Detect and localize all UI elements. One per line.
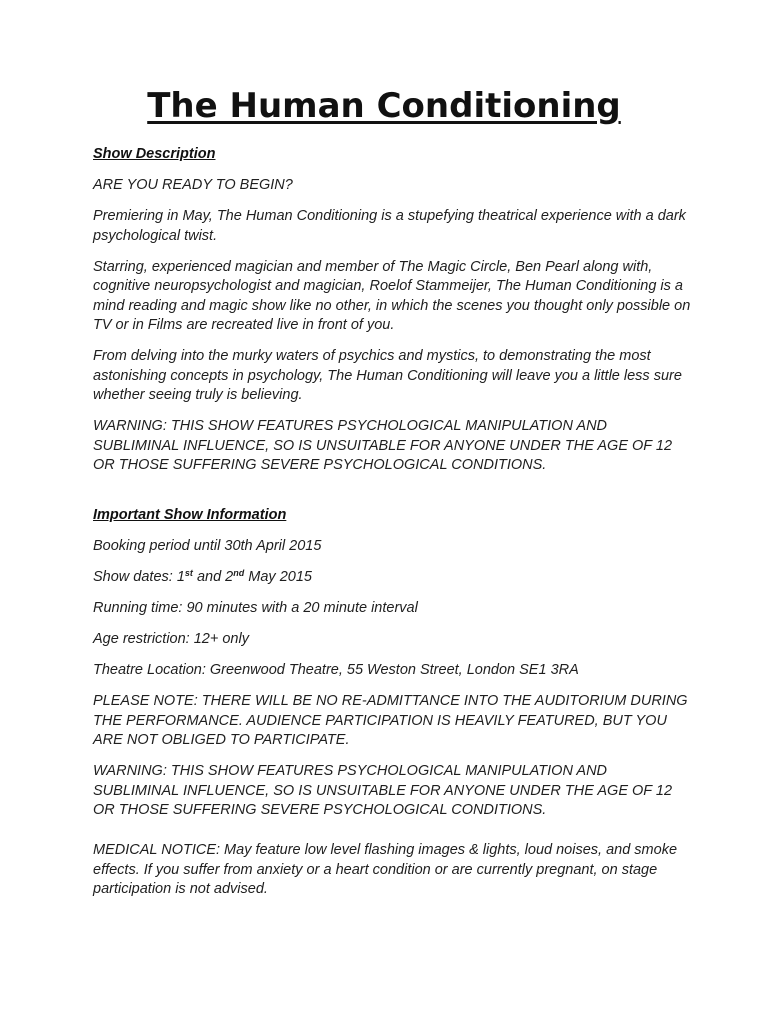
starring-paragraph: Starring, experienced magician and member of The Magic Circle, Ben Pearl along with, cognitive neuropsychologist and magician, Roelof Stammeijer, The Human Conditioning is a mind reading and magic show like no other, in which the scenes you thought only possible on TV or in Films are recreated live in front of you. [93, 258, 691, 333]
notice-spacer [93, 832, 693, 841]
theatre-location: Theatre Location: Greenwood Theatre, 55 Weston Street, London SE1 3RA [93, 662, 579, 678]
ordinal-suffix-second: nd [233, 568, 245, 578]
show-dates-prefix: Show dates: 1 [93, 569, 185, 585]
description-warning: WARNING: THIS SHOW FEATURES PSYCHOLOGICAL MANIPULATION AND SUBLIMINAL INFLUENCE, SO IS UNSUITABLE FOR ANYONE UNDER THE AGE OF 12 OR THOSE SUFFERING SEVERE PSYCHOLOGICAL CONDITIONS. [93, 418, 673, 473]
document-title: The Human Conditioning [147, 86, 621, 126]
booking-period: Booking period until 30th April 2015 [93, 538, 322, 554]
section-spacer [93, 487, 693, 506]
info-warning: WARNING: THIS SHOW FEATURES PSYCHOLOGICAL MANIPULATION AND SUBLIMINAL INFLUENCE, SO IS UNSUITABLE FOR ANYONE UNDER THE AGE OF 12 OR THOSE SUFFERING SEVERE PSYCHOLOGICAL CONDITIONS. [93, 763, 673, 818]
show-dates [93, 568, 693, 588]
show-dates-middle: and 2 [192, 569, 234, 585]
show-description-heading: Show Description [93, 146, 216, 162]
psychics-paragraph: From delving into the murky waters of psychics and mystics, to demonstrating the most astonishing concepts in psychology, The Human Conditioning will leave you a little less sure whether seeing truly is believing. [93, 348, 682, 403]
intro-question: ARE YOU READY TO BEGIN? [93, 177, 293, 193]
important-info-heading: Important Show Information [93, 507, 287, 523]
show-dates-suffix: May 2015 [244, 569, 312, 585]
ordinal-suffix-first: st [184, 568, 193, 578]
document-body [93, 145, 693, 911]
please-note: PLEASE NOTE: THERE WILL BE NO RE-ADMITTANCE INTO THE AUDITORIUM DURING THE PERFORMANCE. AUDIENCE PARTICIPATION IS HEAVILY FEATURED, BUT YOU ARE NOT OBLIGED TO PARTICIPATE. [93, 693, 688, 748]
age-restriction: Age restriction: 12+ only [93, 631, 249, 647]
running-time: Running time: 90 minutes with a 20 minute interval [93, 600, 418, 616]
premiere-paragraph: Premiering in May, The Human Conditioning is a stupefying theatrical experience with a dark psychological twist. [93, 208, 686, 244]
medical-notice: MEDICAL NOTICE: May feature low level flashing images & lights, loud noises, and smoke effects. If you suffer from anxiety or a heart condition or are currently pregnant, on stage participation is not advised. [93, 842, 678, 897]
